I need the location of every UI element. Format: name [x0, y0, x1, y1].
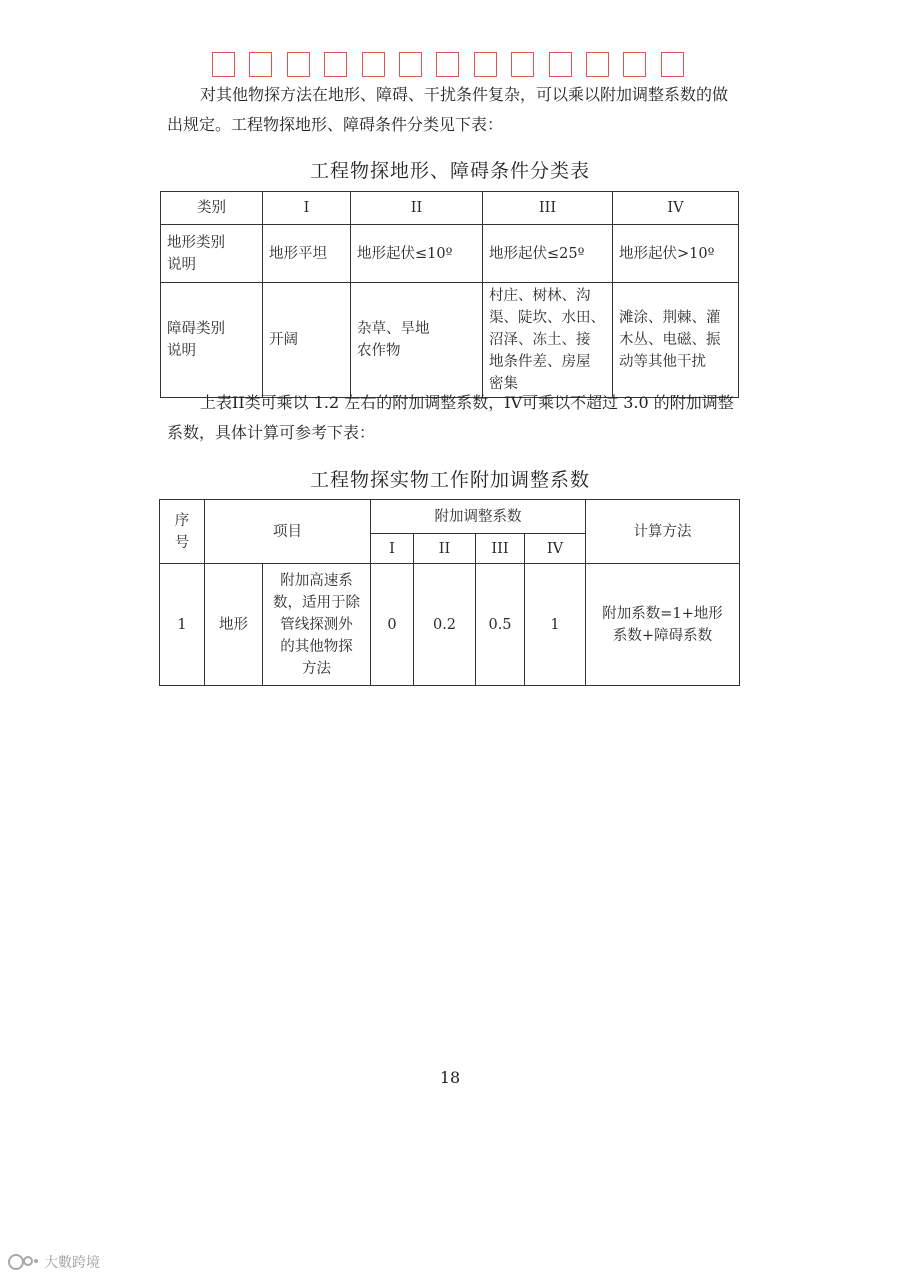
- terrain-obstacle-table: [160, 191, 739, 398]
- coefficient-level-2: 0.2: [414, 564, 476, 686]
- note-line-1: 上表II类可乘以 1.2 左右的附加调整系数，IV可乘以不超过 3.0 的附加调整: [200, 393, 734, 412]
- grid-box: [661, 52, 684, 77]
- page-number: 18: [439, 1068, 461, 1087]
- coefficient-level-4: 1: [525, 564, 586, 686]
- row-method: [586, 564, 740, 686]
- cell-line: 密集: [489, 376, 518, 392]
- table2-title: 工程物探实物工作附加调整系数: [309, 469, 590, 491]
- header-coefficient-group: 附加调整系数: [371, 500, 586, 534]
- cell-line: 杂草、旱地: [357, 321, 430, 337]
- coefficient-level-3: 0.5: [476, 564, 525, 686]
- row-label: [161, 225, 263, 283]
- row-label-line: 说明: [167, 256, 196, 273]
- table-cell: [483, 283, 613, 398]
- grid-box: [474, 52, 497, 77]
- header-seq-line: 号: [174, 534, 190, 551]
- grid-box: [249, 52, 272, 77]
- row-label-line: 说明: [167, 343, 196, 359]
- header-seq: [160, 500, 205, 564]
- header-seq-line: 序: [174, 512, 190, 529]
- header-level-4: IV: [525, 534, 586, 564]
- header-category: 类别: [161, 192, 263, 225]
- grid-box: [287, 52, 310, 77]
- cell-line: 农作物: [357, 343, 401, 359]
- table-row: [161, 283, 739, 398]
- manuscript-grid-row: [212, 52, 684, 80]
- row-label-line: 地形类别: [167, 234, 225, 251]
- grid-box: [212, 52, 235, 77]
- header-item: 项目: [205, 500, 371, 564]
- header-level-4: IV: [613, 192, 739, 225]
- table-cell: [263, 283, 351, 398]
- grid-box: [511, 52, 534, 77]
- header-level-2: II: [414, 534, 476, 564]
- cell-line: 渠、陡坎、水田、: [489, 310, 605, 326]
- description-line: 附加高速系: [280, 572, 353, 589]
- row-label: [161, 283, 263, 398]
- cell-line: 木丛、电磁、振: [619, 332, 721, 348]
- grid-box: [324, 52, 347, 77]
- watermark-text: 大數跨境: [44, 1255, 100, 1271]
- note-line-2: 系数，具体计算可参考下表：: [167, 423, 376, 442]
- table-header-row: [160, 500, 740, 534]
- intro-line-1: 对其他物探方法在地形、障碍、干扰条件复杂，可以乘以附加调整系数的做: [200, 85, 729, 104]
- grid-box: [399, 52, 422, 77]
- cell-line: 村庄、树林、沟: [489, 288, 591, 304]
- intro-paragraph: [167, 80, 747, 140]
- adjustment-coefficient-table: [159, 499, 740, 686]
- description-line: 方法: [302, 660, 331, 677]
- description-line: 的其他物探: [280, 638, 353, 655]
- method-line: 系数+障碍系数: [612, 627, 713, 644]
- row-category: 地形: [205, 564, 263, 686]
- cell-line: 沼泽、冻土、接: [489, 332, 591, 348]
- coefficient-level-1: 0: [371, 564, 414, 686]
- description-line: 管线探测外: [280, 616, 353, 633]
- table-header-row: [161, 192, 739, 225]
- header-level-2: II: [351, 192, 483, 225]
- table-cell: 地形起伏>10º: [613, 225, 739, 283]
- table-cell: 地形平坦: [263, 225, 351, 283]
- grid-box: [549, 52, 572, 77]
- row-label-line: 障碍类别: [167, 321, 225, 337]
- description-line: 数，适用于除: [273, 594, 360, 611]
- grid-box: [436, 52, 459, 77]
- table-cell: [351, 283, 483, 398]
- table-cell: [613, 283, 739, 398]
- header-level-1: I: [263, 192, 351, 225]
- watermark: [6, 1252, 100, 1272]
- header-method: 计算方法: [586, 500, 740, 564]
- table-row: [160, 564, 740, 686]
- method-line: 附加系数=1+地形: [602, 605, 723, 622]
- table1-title: 工程物探地形、障碍条件分类表: [309, 160, 590, 182]
- header-level-1: I: [371, 534, 414, 564]
- row-seq: 1: [160, 564, 205, 686]
- cell-line: 开阔: [269, 332, 298, 348]
- grid-box: [623, 52, 646, 77]
- header-level-3: III: [476, 534, 525, 564]
- watermark-logo-icon: [6, 1252, 40, 1272]
- note-paragraph: [167, 388, 747, 448]
- cell-line: 地条件差、房屋: [489, 354, 591, 370]
- intro-line-2: 出规定。工程物探地形、障碍条件分类见下表：: [167, 115, 504, 134]
- cell-line: 动等其他干扰: [619, 354, 706, 370]
- grid-box: [586, 52, 609, 77]
- table-cell: 地形起伏≤25º: [483, 225, 613, 283]
- table-cell: 地形起伏≤10º: [351, 225, 483, 283]
- grid-box: [362, 52, 385, 77]
- row-description: [263, 564, 371, 686]
- table-row: [161, 225, 739, 283]
- header-level-3: III: [483, 192, 613, 225]
- cell-line: 滩涂、荆棘、灌: [619, 310, 721, 326]
